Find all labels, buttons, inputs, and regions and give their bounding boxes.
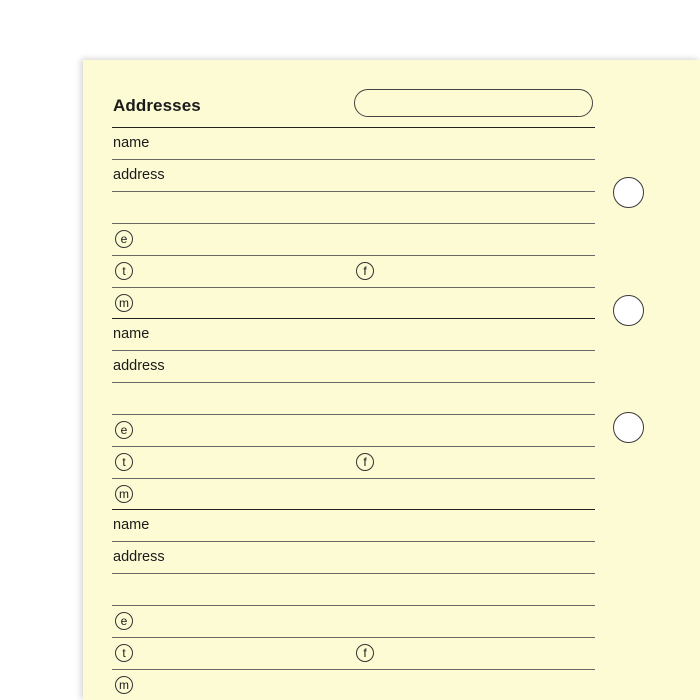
address-label: address (113, 358, 165, 374)
phone-line[interactable] (112, 478, 595, 479)
telephone-icon: t (115, 453, 133, 471)
name-label: name (113, 135, 150, 151)
address-line-2[interactable] (112, 605, 595, 606)
name-line[interactable] (112, 541, 595, 542)
address-line-1[interactable] (112, 191, 595, 192)
address-line-2[interactable] (112, 414, 595, 415)
binder-hole-3 (613, 412, 644, 443)
address-line-2[interactable] (112, 223, 595, 224)
fax-icon: f (356, 644, 374, 662)
address-label: address (113, 167, 165, 183)
telephone-icon: t (115, 262, 133, 280)
email-icon: e (115, 421, 133, 439)
email-icon: e (115, 230, 133, 248)
page-title: Addresses (113, 96, 201, 115)
name-line[interactable] (112, 159, 595, 160)
binder-hole-1 (613, 177, 644, 208)
phone-line[interactable] (112, 287, 595, 288)
title-tab-box[interactable] (354, 89, 593, 117)
planner-page (83, 60, 700, 700)
name-line[interactable] (112, 350, 595, 351)
entry-divider (112, 318, 595, 319)
mobile-icon: m (115, 676, 133, 694)
binder-hole-2 (613, 295, 644, 326)
email-line[interactable] (112, 446, 595, 447)
address-label: address (113, 549, 165, 565)
name-label: name (113, 517, 150, 533)
email-line[interactable] (112, 255, 595, 256)
fax-icon: f (356, 262, 374, 280)
name-label: name (113, 326, 150, 342)
email-line[interactable] (112, 637, 595, 638)
telephone-icon: t (115, 644, 133, 662)
email-icon: e (115, 612, 133, 630)
address-line-1[interactable] (112, 573, 595, 574)
address-line-1[interactable] (112, 382, 595, 383)
entry-divider (112, 127, 595, 128)
mobile-icon: m (115, 485, 133, 503)
mobile-icon: m (115, 294, 133, 312)
entry-divider (112, 509, 595, 510)
fax-icon: f (356, 453, 374, 471)
phone-line[interactable] (112, 669, 595, 670)
